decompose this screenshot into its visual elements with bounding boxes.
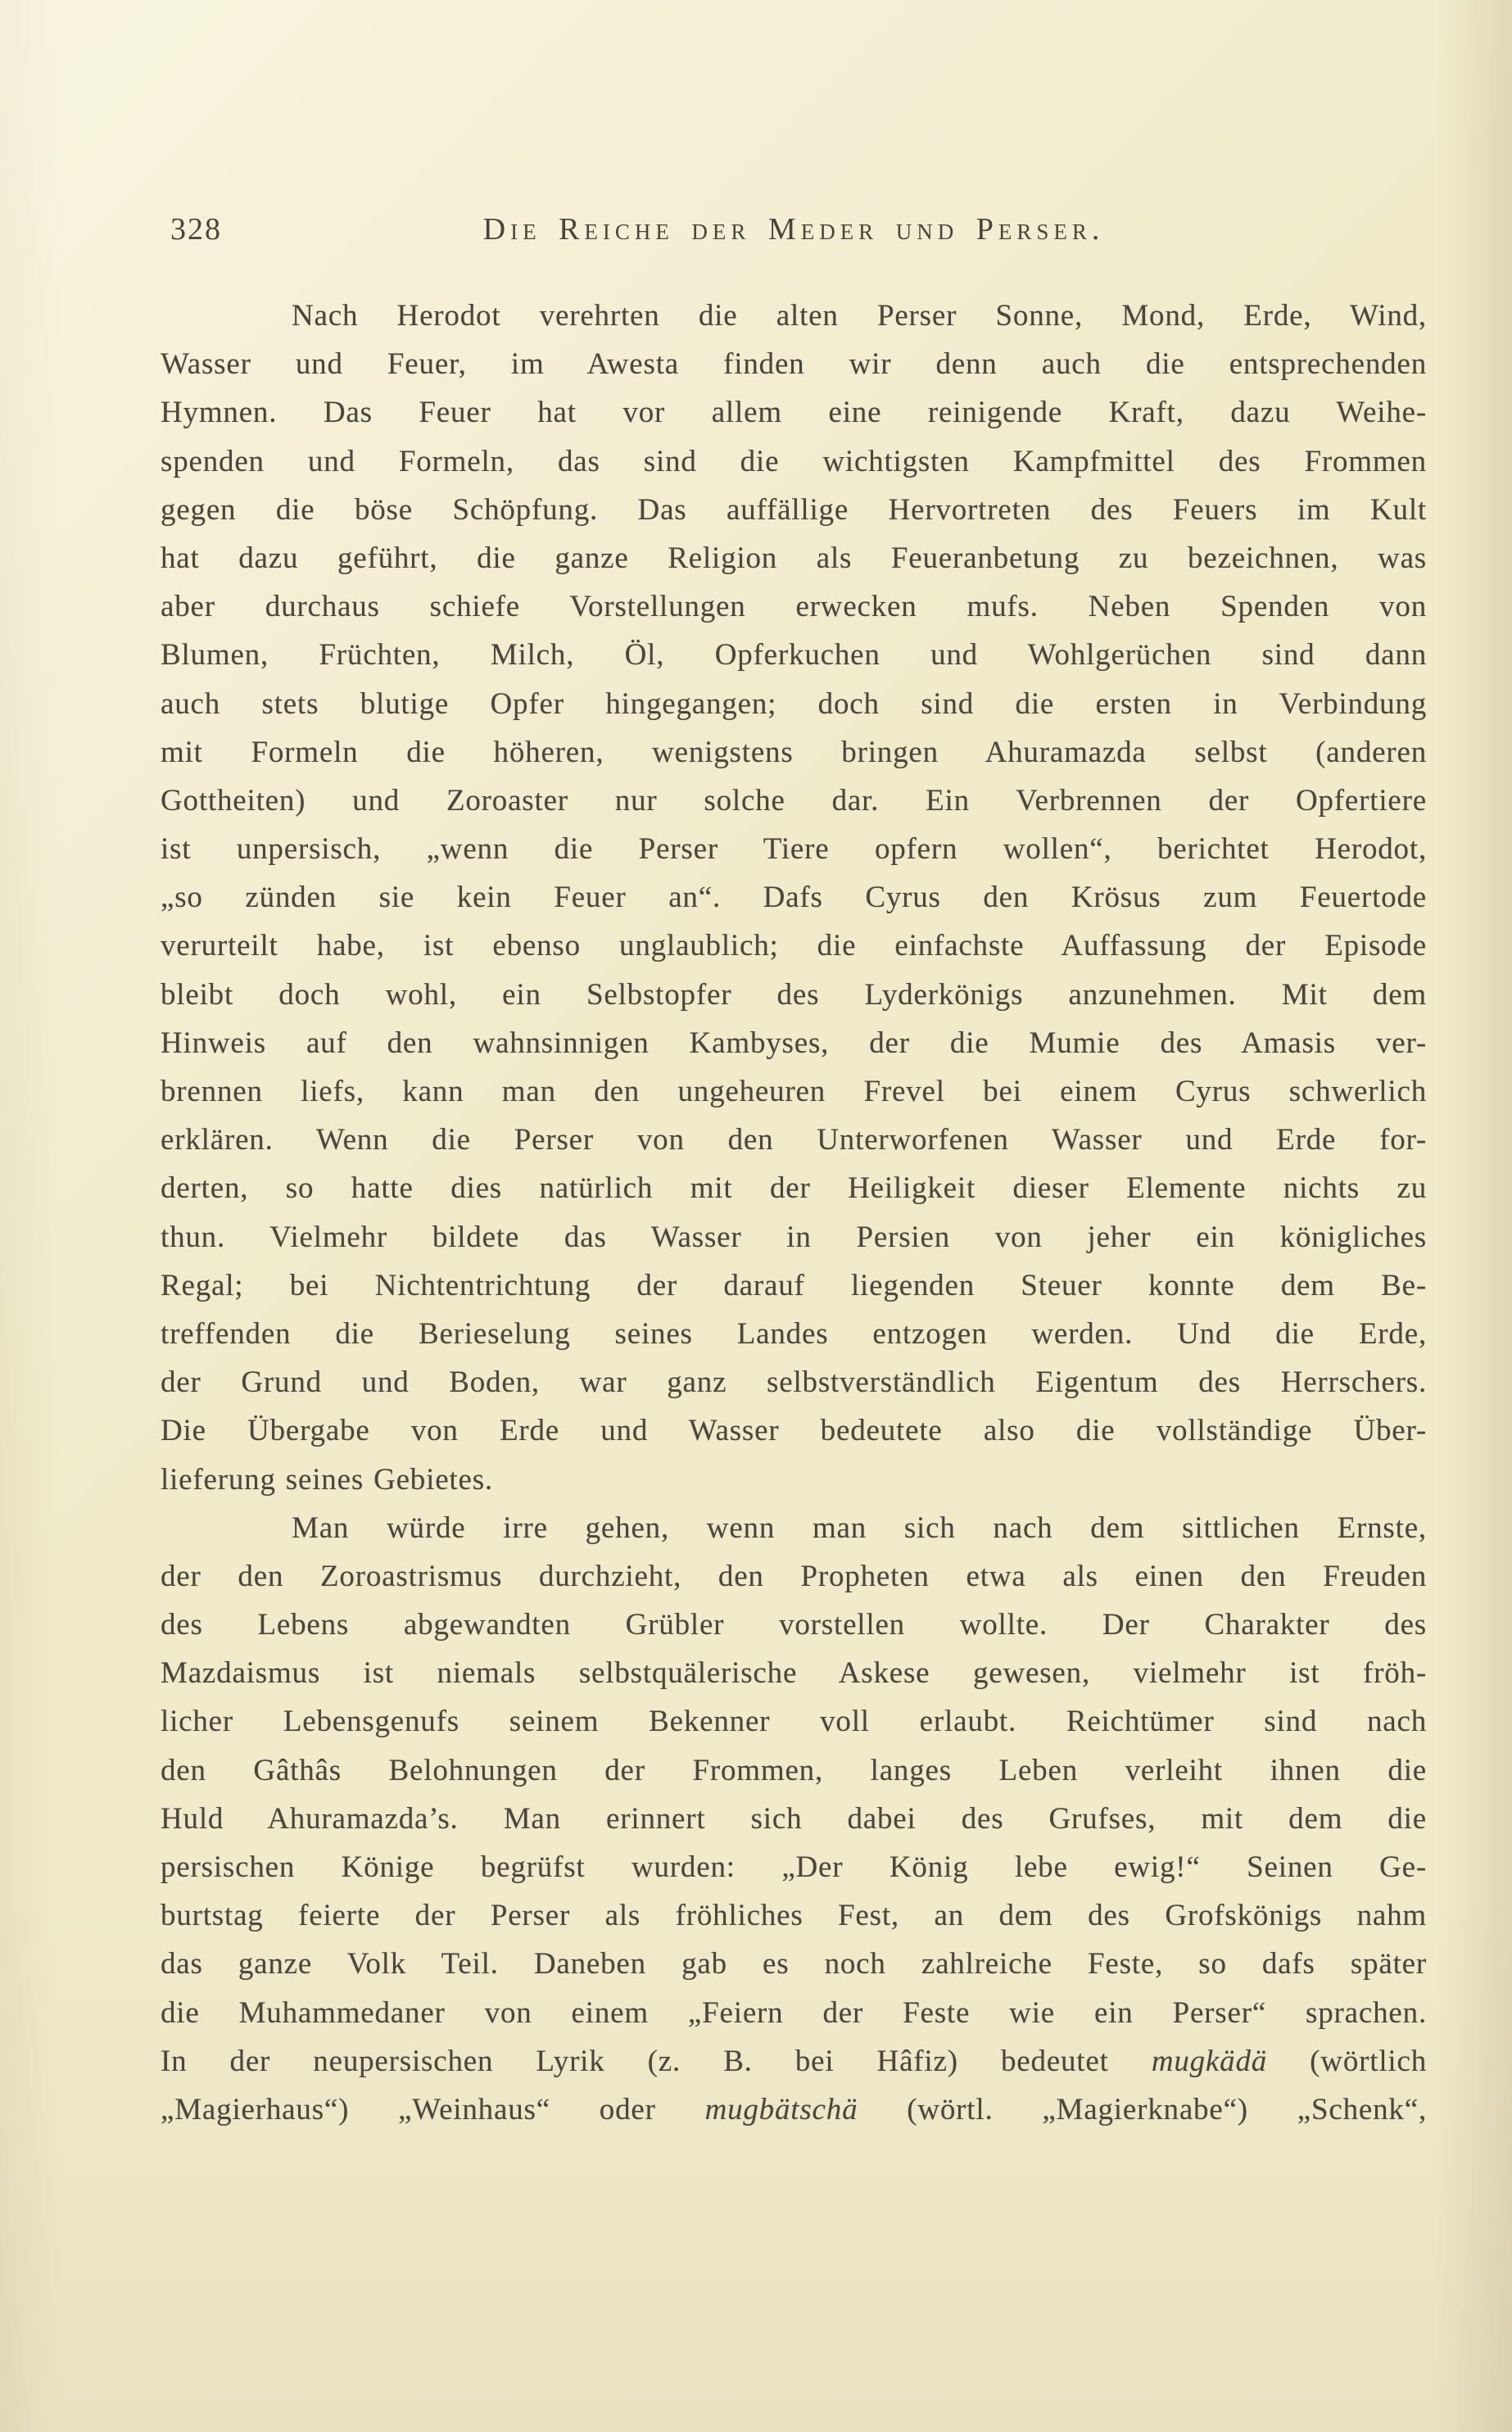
- text-line: „Magierhaus“) „Weinhaus“ oder mugbätschä (wörtl. „Magierknabe“) „Schenk“,: [161, 2092, 1427, 2126]
- text-line: Die Übergabe von Erde und Wasser bedeutete also die vollständige Über-: [161, 1414, 1427, 1448]
- text-line: des Lebens abgewandten Grübler vorstellen wollte. Der Charakter des: [161, 1608, 1427, 1642]
- text-line: der den Zoroastrismus durchzieht, den Propheten etwa als einen den Freuden: [161, 1559, 1427, 1593]
- text-line: gegen die böse Schöpfung. Das auffällige Hervortreten des Feuers im Kult: [161, 492, 1427, 527]
- text-line: Huld Ahuramazda’s. Man erinnert sich dabei des Grufses, mit dem die: [161, 1801, 1427, 1836]
- text-line: hat dazu geführt, die ganze Religion als Feueranbetung zu bezeichnen, was: [161, 541, 1427, 575]
- text-line: brennen liefs, kann man den ungeheuren Frevel bei einem Cyrus schwerlich: [161, 1075, 1427, 1108]
- text-line: Regal; bei Nichtentrichtung der darauf liegenden Steuer konnte dem Be-: [161, 1268, 1427, 1302]
- text-line: Blumen, Früchten, Milch, Öl, Opferkuchen und Wohlgerüchen sind dann: [161, 638, 1427, 673]
- paragraph: [161, 292, 1427, 1504]
- text-line: Hymnen. Das Feuer hat vor allem eine reinigende Kraft, dazu Weihe-: [161, 396, 1427, 430]
- text-line: Man würde irre gehen, wenn man sich nach dem sittlichen Ernste,: [292, 1510, 1427, 1545]
- text-line: das ganze Volk Teil. Daneben gab es noch zahlreiche Feste, so dafs später: [161, 1947, 1427, 1981]
- text-line: Wasser und Feuer, im Awesta finden wir denn auch die entsprechenden: [161, 347, 1427, 382]
- text-line: thun. Vielmehr bildete das Wasser in Persien von jeher ein königliches: [161, 1220, 1427, 1254]
- italic-term: mugkädä: [1151, 2044, 1268, 2078]
- text-line: verurteilt habe, ist ebenso unglaublich; die einfachste Auffassung der Episode: [161, 929, 1427, 963]
- text-line: persischen Könige begrüfst wurden: „Der König lebe ewig!“ Seinen Ge-: [161, 1850, 1427, 1884]
- paragraph: [161, 1504, 1427, 2134]
- text-line: Nach Herodot verehrten die alten Perser Sonne, Mond, Erde, Wind,: [292, 299, 1427, 333]
- text-line: treffenden die Berieselung seines Landes entzogen werden. Und die Erde,: [161, 1316, 1427, 1351]
- text-line: Gottheiten) und Zoroaster nur solche dar. Ein Verbrennen der Opfertiere: [161, 783, 1427, 817]
- text-line: der Grund und Boden, war ganz selbstverständlich Eigentum des Herrschers.: [161, 1365, 1427, 1400]
- text-line: licher Lebensgenufs seinem Bekenner voll erlaubt. Reichtümer sind nach: [161, 1705, 1427, 1739]
- text-line: bleibt doch wohl, ein Selbstopfer des Lyderkönigs anzunehmen. Mit dem: [161, 977, 1427, 1012]
- running-header: Die Reiche der Meder und Perser.: [482, 212, 1105, 247]
- text-line: spenden und Formeln, das sind die wichtigsten Kampfmittel des Frommen: [161, 444, 1427, 478]
- italic-term: mugbätschä: [704, 2092, 858, 2126]
- page-body: [161, 292, 1427, 2134]
- text-line: aber durchaus schiefe Vorstellungen erwecken mufs. Neben Spenden von: [161, 590, 1427, 624]
- text-line: Hinweis auf den wahnsinnigen Kambyses, der die Mumie des Amasis ver-: [161, 1026, 1427, 1060]
- text-line: die Muhammedaner von einem „Feiern der Feste wie ein Perser“ sprachen.: [161, 1995, 1427, 2030]
- page-number: 328: [170, 212, 222, 247]
- text-line: erklären. Wenn die Perser von den Unterworfenen Wasser und Erde for-: [161, 1123, 1427, 1157]
- text-line: mit Formeln die höheren, wenigstens bringen Ahuramazda selbst (anderen: [161, 735, 1427, 769]
- text-line: burtstag feierte der Perser als fröhliches Fest, an dem des Grofskönigs nahm: [161, 1899, 1427, 1933]
- text-line: den Gâthâs Belohnungen der Frommen, langes Leben verleiht ihnen die: [161, 1753, 1427, 1787]
- text-line: derten, so hatte dies natürlich mit der Heiligkeit dieser Elemente nichts zu: [161, 1171, 1427, 1206]
- text-line: lieferung seines Gebietes.: [161, 1462, 493, 1497]
- text-line: „so zünden sie kein Feuer an“. Dafs Cyrus den Krösus zum Feuertode: [161, 881, 1427, 915]
- page-header-row: [161, 211, 1427, 252]
- text-line: Mazdaismus ist niemals selbstquälerische Askese gewesen, vielmehr ist fröh-: [161, 1656, 1427, 1691]
- text-line: auch stets blutige Opfer hingegangen; doch sind die ersten in Verbindung: [161, 686, 1427, 721]
- text-line: ist unpersisch, „wenn die Perser Tiere opfern wollen“, berichtet Herodot,: [161, 832, 1427, 867]
- text-line: In der neupersischen Lyrik (z. B. bei Hâfiz) bedeutet mugkädä (wörtlich: [161, 2044, 1427, 2078]
